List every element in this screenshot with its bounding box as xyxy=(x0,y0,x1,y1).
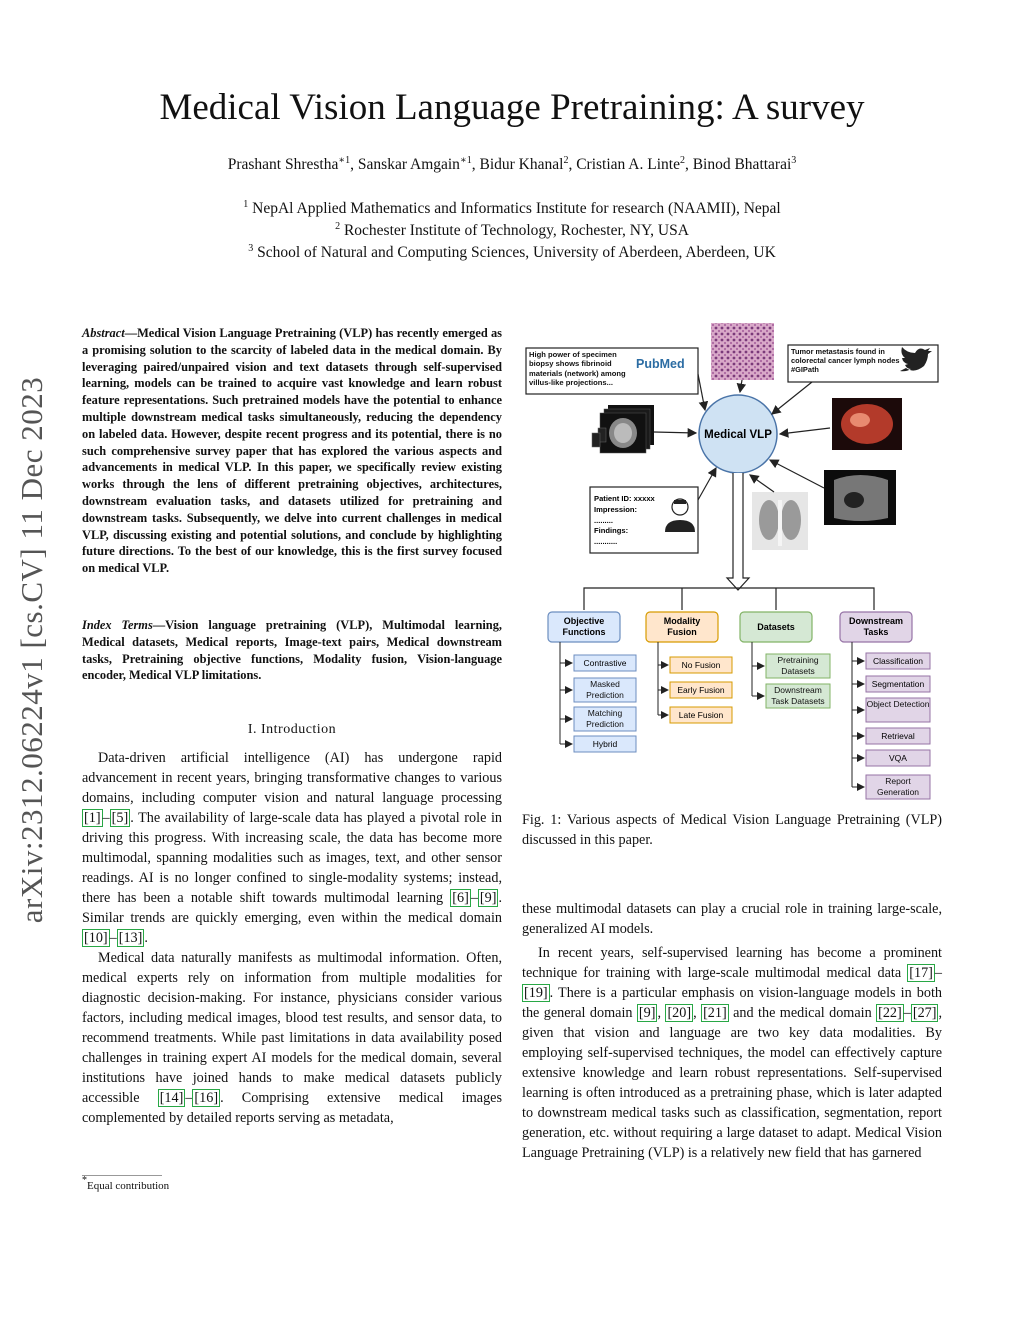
report-line: ........... xyxy=(594,537,618,546)
category-title: Datasets xyxy=(757,622,795,632)
author: Bidur Khanal xyxy=(479,156,564,173)
abstract-text: —Medical Vision Language Pretraining (VLP) has recently emerged as a promising solution to the scarcity of labeled data in the medical domain. By leveraging paired/unpaired vision and text datasets through self-supervised learning, models can be trained to acquire vast knowledge and learn robust feature representations. Such pretrained models have the potential to enhance multiple downstream medical tasks simultaneously, reducing the dependency on labeled data. However, despite recent progress and its potential, there is no such comprehensive survey paper that has explored the various aspects and advancements in medical VLP. In this paper, we specifically review existing works through the lens of different pretraining objectives, architectures, downstream evaluation tasks, and datasets utilized for pretraining and downstream tasks. Subsequently, we delve into current challenges in medical VLP, discussing existing and potential solutions, and conclude by highlighting future directions. To the best of our knowledge, this is the first survey focused on medical VLP. xyxy=(82,326,502,576)
report-line: Impression: xyxy=(594,505,638,514)
category-title: Modality xyxy=(663,616,701,626)
affiliation xyxy=(0,222,1024,240)
endoscopy-image xyxy=(832,398,902,450)
histology-image xyxy=(711,323,774,380)
index-terms-label: Index Terms xyxy=(82,618,153,632)
flow-arrow xyxy=(698,374,705,410)
affiliation xyxy=(0,200,1024,218)
footnote-text: Equal contribution xyxy=(87,1180,170,1192)
category-datasets xyxy=(740,612,830,709)
patient-report-box xyxy=(590,487,698,553)
flow-arrow xyxy=(772,382,812,414)
citation-link[interactable]: [22] xyxy=(878,1005,902,1021)
category-connector xyxy=(584,588,874,610)
category-modality-fusion xyxy=(646,612,732,723)
citation-link[interactable]: [16] xyxy=(194,1090,219,1106)
flow-arrow xyxy=(654,432,696,433)
category-item: Late Fusion xyxy=(678,710,724,720)
footnote xyxy=(82,1175,502,1192)
citation-link[interactable]: [6] xyxy=(452,890,469,906)
author-list: Prashant Shrestha$^{∗1}$, Sanskar Amgain$^{∗1}$, Bidur Khanal$^2$, Cristian A. Linte$^2$, Binod Bhattarai$^3$ xyxy=(227,155,797,173)
paragraph: In recent years, self-supervised learning has become a prominent technique for training with large-scale multimodal medical data [17] –[19] . There is a particular emphasis on vision-language models in both the general domain [9] , [20] , [21] and the medical domain [22] – [27] , given that vision and language are two key data modalities. By employing self-supervised techniques, the model can effectively capture extensive knowledge and learn robust representations. Self-supervised learning is often introduced as a pretraining phase, which is later adapted to downstream medical tasks such as classification, segmentation, report generation, etc. without requiring a large dataset to adapt. Medical Vision Language Pretraining (VLP) is a relatively new field that has garnered xyxy=(522,945,943,1161)
flow-arrow xyxy=(750,475,774,492)
right-column-body xyxy=(522,899,942,1163)
citation-link[interactable]: [27] xyxy=(912,1005,937,1021)
pubmed-source-box xyxy=(526,348,698,394)
citation-link[interactable]: [9] xyxy=(638,1005,656,1021)
category-item: Retrieval xyxy=(881,731,915,741)
category-item: Classification xyxy=(872,656,924,666)
affiliation-number: 3 xyxy=(248,243,254,254)
report-line: ......... xyxy=(594,516,613,525)
category-item: Object Detection xyxy=(866,699,930,709)
category-objective-functions xyxy=(548,612,636,752)
category-title: Functions xyxy=(562,627,606,637)
category-item: Downstream Task Datasets xyxy=(771,685,825,706)
twitter-source-box xyxy=(788,345,938,383)
affiliation-text: School of Natural and Computing Sciences, University of Aberdeen, Aberdeen, UK xyxy=(257,244,776,261)
index-terms-text: —Vision language pretraining (VLP), Multimodal learning, Medical datasets, Medical reports, Image-text pairs, Medical downstream tasks, Pretraining objective functions, Modality fusion, Vision-language encoder, Medical VLP limitations. xyxy=(82,618,502,683)
author-affil-mark: ∗1 xyxy=(338,155,351,166)
citation-link[interactable]: [19] xyxy=(524,985,548,1001)
pubmed-text: High power of specimen biopsy shows fibrinoid materials (network) among villus-like projections... xyxy=(529,350,626,388)
flow-arrow xyxy=(770,460,824,488)
citation-link[interactable]: [21] xyxy=(703,1005,727,1021)
citation-link[interactable]: [20] xyxy=(667,1005,692,1021)
category-item: Contrastive xyxy=(583,658,627,668)
arxiv-stamp xyxy=(12,350,52,950)
figure-1 xyxy=(522,320,942,805)
citation-link[interactable]: [17] xyxy=(909,965,933,981)
category-title: Objective xyxy=(563,616,605,626)
author-affil-mark: 2 xyxy=(679,155,685,166)
index-terms xyxy=(82,617,502,684)
ultrasound-image xyxy=(824,470,896,525)
category-item: Masked Prediction xyxy=(586,679,624,700)
flow-arrow xyxy=(740,380,742,392)
arxiv-stamp-text: arXiv:2312.06224v1 [cs.CV] 11 Dec 2023 xyxy=(14,376,49,924)
category-title: Fusion xyxy=(667,627,697,637)
category-item: Pretraining Datasets xyxy=(777,655,819,676)
report-line: Findings: xyxy=(594,526,629,535)
category-item: Report Generation xyxy=(876,776,920,797)
affiliation xyxy=(0,244,1024,262)
category-item: Matching Prediction xyxy=(586,708,624,729)
author: Binod Bhattarai xyxy=(692,156,792,173)
category-item: Segmentation xyxy=(871,679,925,689)
footnote-mark: * xyxy=(82,1175,87,1186)
category-item: VQA xyxy=(889,753,907,763)
affiliation-text: Rochester Institute of Technology, Rochester, NY, USA xyxy=(343,222,689,239)
paragraph: Data-driven artificial intelligence (AI) has undergone rapid advancement in recent years, bringing transformative changes to various domains, including computer vision and natural language processing [1] – [5] . The availability of large-scale data has played a pivotal role in driving this progress. With increasing scale, the data has become more multimodal, spanning modalities such as images, text, and other sensor readings. AI is no longer confined to single-modality systems; instead, there has been a notable shift towards multimodal learning [6] – [9] . Similar trends are quickly emerging, even within the medical domain [10] – [13] . xyxy=(82,750,502,946)
footnote-divider xyxy=(82,1175,162,1176)
category-title: Downstream xyxy=(848,616,904,626)
affiliation-text: NepAl Applied Mathematics and Informatics Institute for research (NAAMII), Nepal xyxy=(252,200,781,217)
citation-link[interactable]: [13] xyxy=(118,930,143,946)
author: Cristian A. Linte xyxy=(576,156,680,173)
paragraph: these multimodal datasets can play a crucial role in training large-scale, generalized AI models. xyxy=(522,901,942,937)
citation-link[interactable]: [1] xyxy=(84,810,101,826)
twitter-text: Tumor metastasis found in colorectal cancer lymph nodes #GIPath xyxy=(791,347,900,375)
flow-arrow xyxy=(780,428,830,434)
category-item: Hybrid xyxy=(592,739,618,749)
affiliation-number: 1 xyxy=(243,199,249,210)
author-affil-mark: 2 xyxy=(563,155,569,166)
author-affil-mark: ∗1 xyxy=(459,155,472,166)
report-line: Patient ID: xxxxx xyxy=(594,494,655,503)
medical-vlp-label: Medical VLP xyxy=(704,429,772,441)
left-column-body xyxy=(82,748,502,1128)
category-title: Tasks xyxy=(863,627,889,637)
paper-title: Medical Vision Language Pretraining: A survey xyxy=(159,87,865,128)
abstract xyxy=(82,325,502,577)
pubmed-logo: PubMed xyxy=(636,357,685,371)
flow-arrow xyxy=(698,468,716,500)
affiliation-number: 2 xyxy=(335,221,341,232)
output-arrow xyxy=(727,473,749,590)
brain-mri-stack xyxy=(592,405,654,453)
figure-caption: Fig. 1: Various aspects of Medical Vision Language Pretraining (VLP) discussed in this paper. xyxy=(522,812,942,848)
author: Sanskar Amgain xyxy=(357,156,460,173)
author: Prashant Shrestha xyxy=(227,156,339,173)
paragraph: Medical data naturally manifests as multimodal information. Often, medical experts rely on information from multiple modalities for diagnostic decision-making. For instance, physicians consider various factors, including medical images, blood test results, and sensor data, to recommend treatments. While past limitations in data availability posed challenges in training expert AI models for the medical domain, several institutions have joined hands to make medical datasets publicly accessible [14] – [16] . Comprising extensive medical images complemented by detailed reports serving as metadata, xyxy=(82,950,502,1126)
citation-link[interactable]: [14] xyxy=(159,1090,184,1106)
chest-xray-image xyxy=(752,492,808,550)
abstract-label: Abstract xyxy=(82,326,125,340)
author-affil-mark: 3 xyxy=(791,155,797,166)
citation-link[interactable]: [9] xyxy=(479,890,497,906)
category-downstream-tasks xyxy=(840,612,930,800)
citation-link[interactable]: [10] xyxy=(84,930,108,946)
citation-link[interactable]: [5] xyxy=(111,810,129,826)
category-item: Early Fusion xyxy=(677,685,725,695)
category-item: No Fusion xyxy=(681,660,721,670)
section-heading: I. Introduction xyxy=(247,722,337,737)
